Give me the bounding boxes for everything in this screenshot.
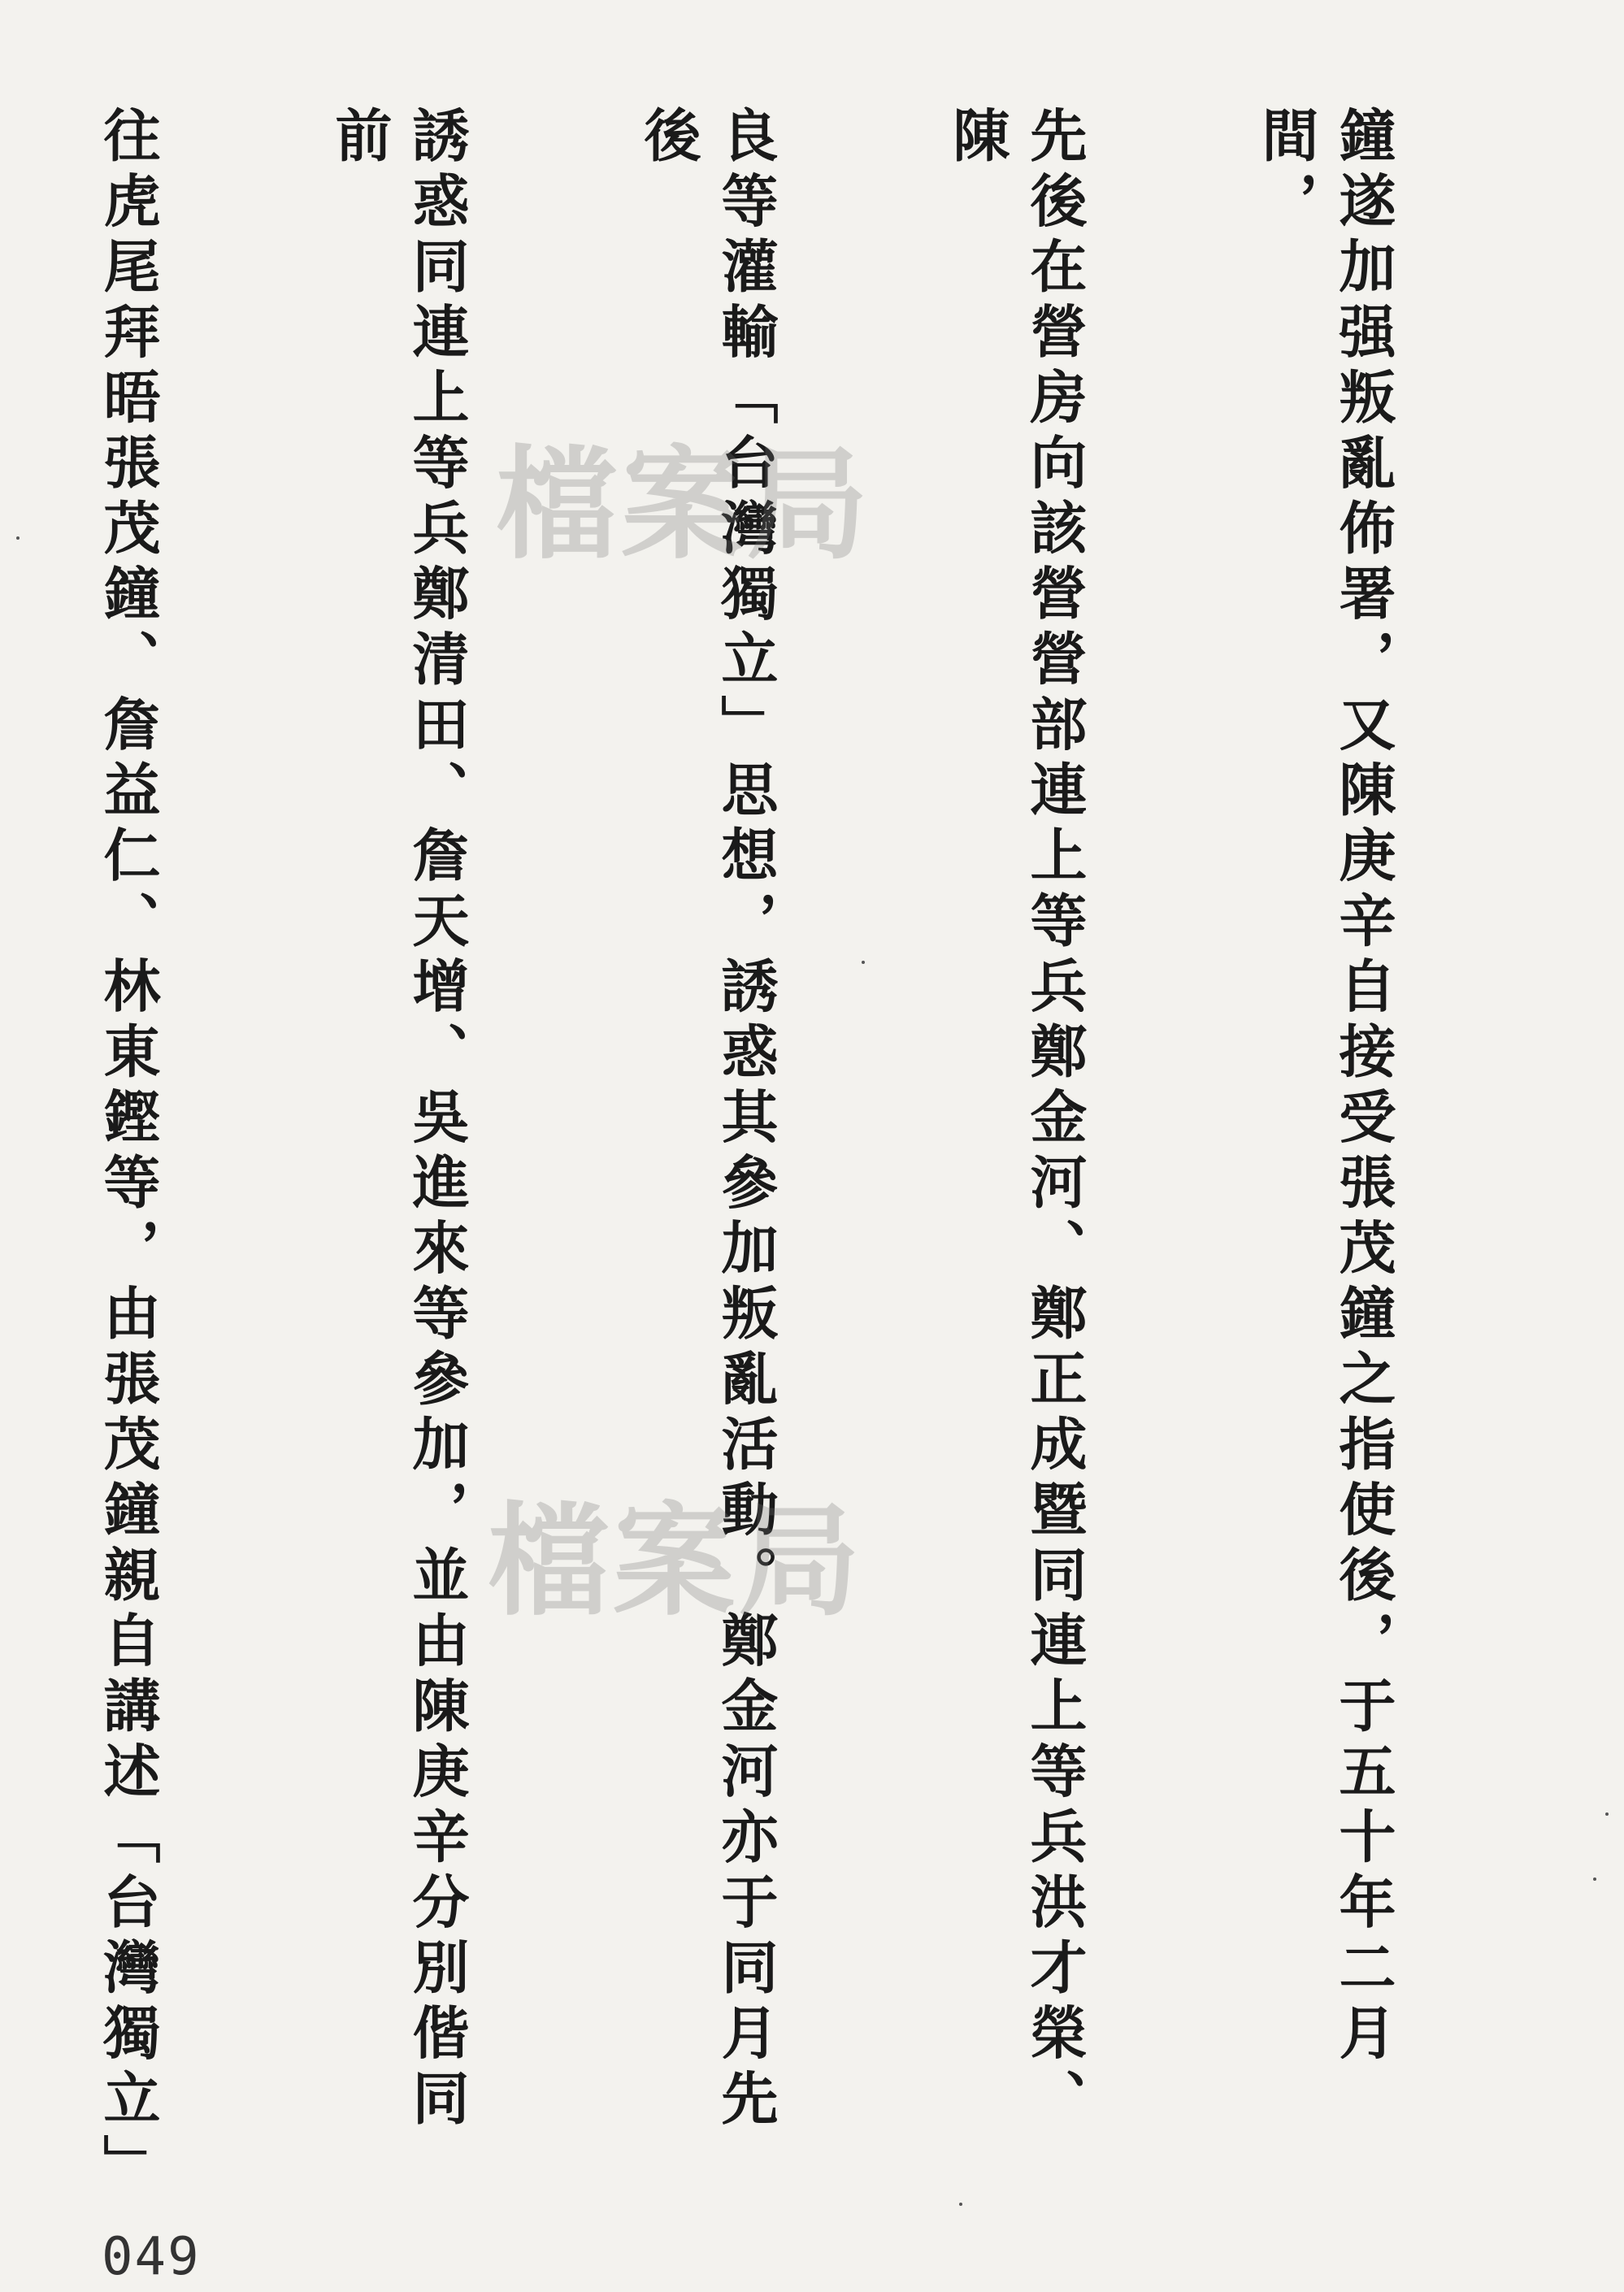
scan-speck bbox=[1605, 1812, 1609, 1816]
text-column-5: 往虎尾拜晤張茂鐘、詹益仁、林東鏗等，由張茂鐘親自講述「台灣獨立」 bbox=[94, 106, 162, 2199]
text-column-3: 良等灌輸「台灣獨立」思想，誘惑其參加叛亂活動。鄭金河亦于同月先後 bbox=[635, 106, 779, 2134]
text-column-4: 誘惑同連上等兵鄭清田、詹天增、吳進來等參加，並由陳庚辛分別偕同前 bbox=[326, 106, 471, 2134]
scan-speck bbox=[959, 2203, 962, 2206]
page-number: 049 bbox=[102, 2227, 201, 2287]
scan-speck bbox=[862, 961, 865, 964]
scan-speck bbox=[1593, 1877, 1596, 1881]
scan-speck bbox=[16, 536, 20, 540]
vertical-text-body bbox=[94, 106, 1557, 2199]
text-column-1: 鐘遂加强叛亂佈署，又陳庚辛自接受張茂鐘之指使後，于五十年二月間， bbox=[1253, 106, 1397, 2068]
archive-watermark: 檔案局 bbox=[496, 435, 872, 576]
text-column-2: 先後在營房向該營營部連上等兵鄭金河、鄭正成暨同連上等兵洪才榮、陳 bbox=[944, 106, 1088, 2134]
archive-watermark: 檔案局 bbox=[488, 1491, 864, 1633]
